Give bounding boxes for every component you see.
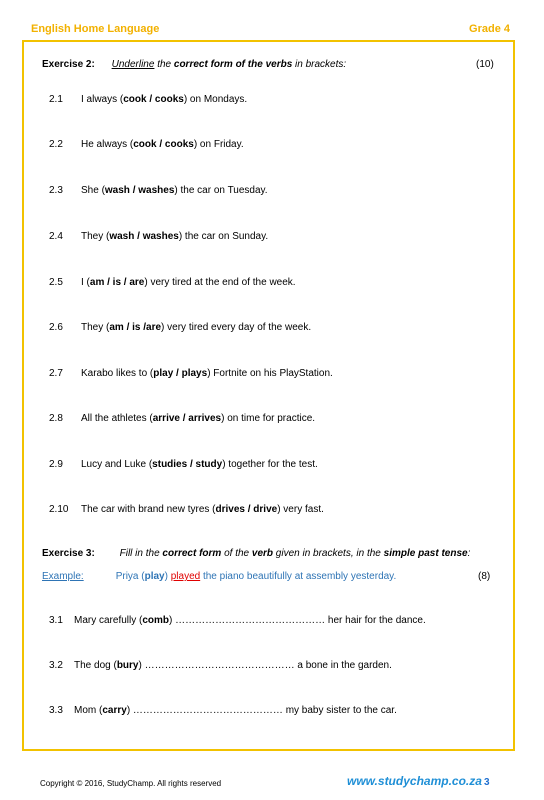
item-text-before: She ( bbox=[81, 185, 105, 196]
exercise-2-item bbox=[49, 231, 268, 242]
exercise-3-marks: (8) bbox=[478, 571, 491, 582]
exercise-3-item bbox=[49, 705, 397, 716]
verb-choices: drives / drive bbox=[215, 504, 278, 515]
item-text-before: Mary carefully ( bbox=[74, 615, 143, 626]
item-number: 3.1 bbox=[49, 615, 63, 626]
item-text-before: Lucy and Luke ( bbox=[81, 459, 153, 470]
item-text-after: ) the car on Tuesday. bbox=[174, 185, 268, 196]
exercise-2-item bbox=[49, 185, 268, 196]
item-text-after: ) on Mondays. bbox=[183, 94, 248, 105]
exercise-2-item bbox=[49, 413, 315, 424]
header-grade: Grade 4 bbox=[469, 23, 510, 35]
exercise-2-item bbox=[49, 504, 324, 515]
verb-in-brackets: carry bbox=[102, 705, 127, 716]
item-text-after: my baby sister to the car. bbox=[282, 705, 397, 716]
item-text-after: ) on time for practice. bbox=[221, 413, 316, 424]
item-text-after: ) very fast. bbox=[277, 504, 324, 515]
answer-blank: ……………………………………… bbox=[144, 660, 295, 671]
item-text-before: I always ( bbox=[81, 94, 124, 105]
exercise-3-instruction: Fill in the correct form of the verb given in brackets, in the simple past tense: bbox=[119, 548, 471, 559]
verb-choices: play / plays bbox=[153, 368, 208, 379]
answer-blank: ……………………………………… bbox=[132, 705, 283, 716]
item-number: 2.3 bbox=[49, 185, 63, 196]
item-text-after: her hair for the dance. bbox=[325, 615, 426, 626]
exercise-2-marks: (10) bbox=[476, 59, 494, 70]
exercise-2-item bbox=[49, 139, 244, 150]
exercise-2-label: Exercise 2: bbox=[42, 59, 95, 70]
exercise-3-item bbox=[49, 660, 392, 671]
item-text-after: ) on Friday. bbox=[193, 139, 244, 150]
verb-choices: studies / study bbox=[152, 459, 223, 470]
verb-choices: cook / cooks bbox=[123, 94, 184, 105]
item-text-before: They ( bbox=[81, 322, 110, 333]
item-text-before: He always ( bbox=[81, 139, 134, 150]
item-number: 2.6 bbox=[49, 322, 63, 333]
example-label: Example: bbox=[42, 571, 84, 582]
verb-choices: cook / cooks bbox=[133, 139, 194, 150]
item-text-before: Mom ( bbox=[74, 705, 103, 716]
footer-page-number: 3 bbox=[484, 777, 490, 788]
item-number: 3.3 bbox=[49, 705, 63, 716]
verb-in-brackets: comb bbox=[142, 615, 170, 626]
item-text-paren: ) bbox=[169, 615, 176, 626]
item-number: 2.8 bbox=[49, 413, 63, 424]
item-text-paren: ) bbox=[138, 660, 145, 671]
item-number: 2.2 bbox=[49, 139, 63, 150]
example-answer: played bbox=[170, 571, 201, 582]
verb-choices: wash / washes bbox=[109, 231, 179, 242]
item-number: 2.10 bbox=[49, 504, 69, 515]
item-text-after: a bone in the garden. bbox=[294, 660, 392, 671]
item-number: 2.9 bbox=[49, 459, 63, 470]
item-text-after: ) very tired every day of the week. bbox=[161, 322, 312, 333]
item-number: 2.7 bbox=[49, 368, 63, 379]
verb-choices: wash / washes bbox=[104, 185, 175, 196]
item-text-after: ) Fortnite on his PlayStation. bbox=[207, 368, 333, 379]
exercise-3-item bbox=[49, 615, 426, 626]
item-text-after: ) together for the test. bbox=[222, 459, 318, 470]
exercise-3-label: Exercise 3: bbox=[42, 548, 95, 559]
item-text-paren: ) bbox=[126, 705, 133, 716]
footer-website-link[interactable]: www.studychamp.co.za bbox=[347, 774, 482, 788]
item-number: 2.5 bbox=[49, 277, 63, 288]
item-number: 2.4 bbox=[49, 231, 63, 242]
item-number: 2.1 bbox=[49, 94, 63, 105]
item-text-before: Karabo likes to ( bbox=[81, 368, 154, 379]
exercise-2-title bbox=[42, 59, 346, 70]
header-subject: English Home Language bbox=[31, 23, 160, 35]
exercise-2-item bbox=[49, 94, 247, 105]
verb-choices: arrive / arrives bbox=[152, 413, 222, 424]
verb-choices: am / is / are bbox=[89, 277, 145, 288]
exercise-2-item bbox=[49, 459, 318, 470]
verb-in-brackets: bury bbox=[116, 660, 139, 671]
item-text-after: ) very tired at the end of the week. bbox=[144, 277, 296, 288]
verb-choices: am / is /are bbox=[109, 322, 162, 333]
answer-blank: ……………………………………… bbox=[175, 615, 326, 626]
item-number: 3.2 bbox=[49, 660, 63, 671]
exercise-2-item bbox=[49, 277, 296, 288]
item-text-before: All the athletes ( bbox=[81, 413, 153, 424]
footer-copyright: Copyright © 2016, StudyChamp. All rights reserved bbox=[40, 779, 222, 788]
exercise-3-title bbox=[42, 548, 470, 559]
item-text-before: The dog ( bbox=[74, 660, 117, 671]
exercise-2-item bbox=[49, 368, 333, 379]
item-text-before: The car with brand new tyres ( bbox=[81, 504, 216, 515]
exercise-2-item bbox=[49, 322, 311, 333]
item-text-after: ) the car on Sunday. bbox=[178, 231, 269, 242]
item-text-before: I ( bbox=[81, 277, 90, 288]
exercise-3-example: Example: Priya (play) played the piano beautifully at assembly yesterday. bbox=[42, 571, 397, 582]
item-text-before: They ( bbox=[81, 231, 110, 242]
exercise-2-instruction: Underline the correct form of the verbs in brackets: bbox=[111, 59, 347, 70]
